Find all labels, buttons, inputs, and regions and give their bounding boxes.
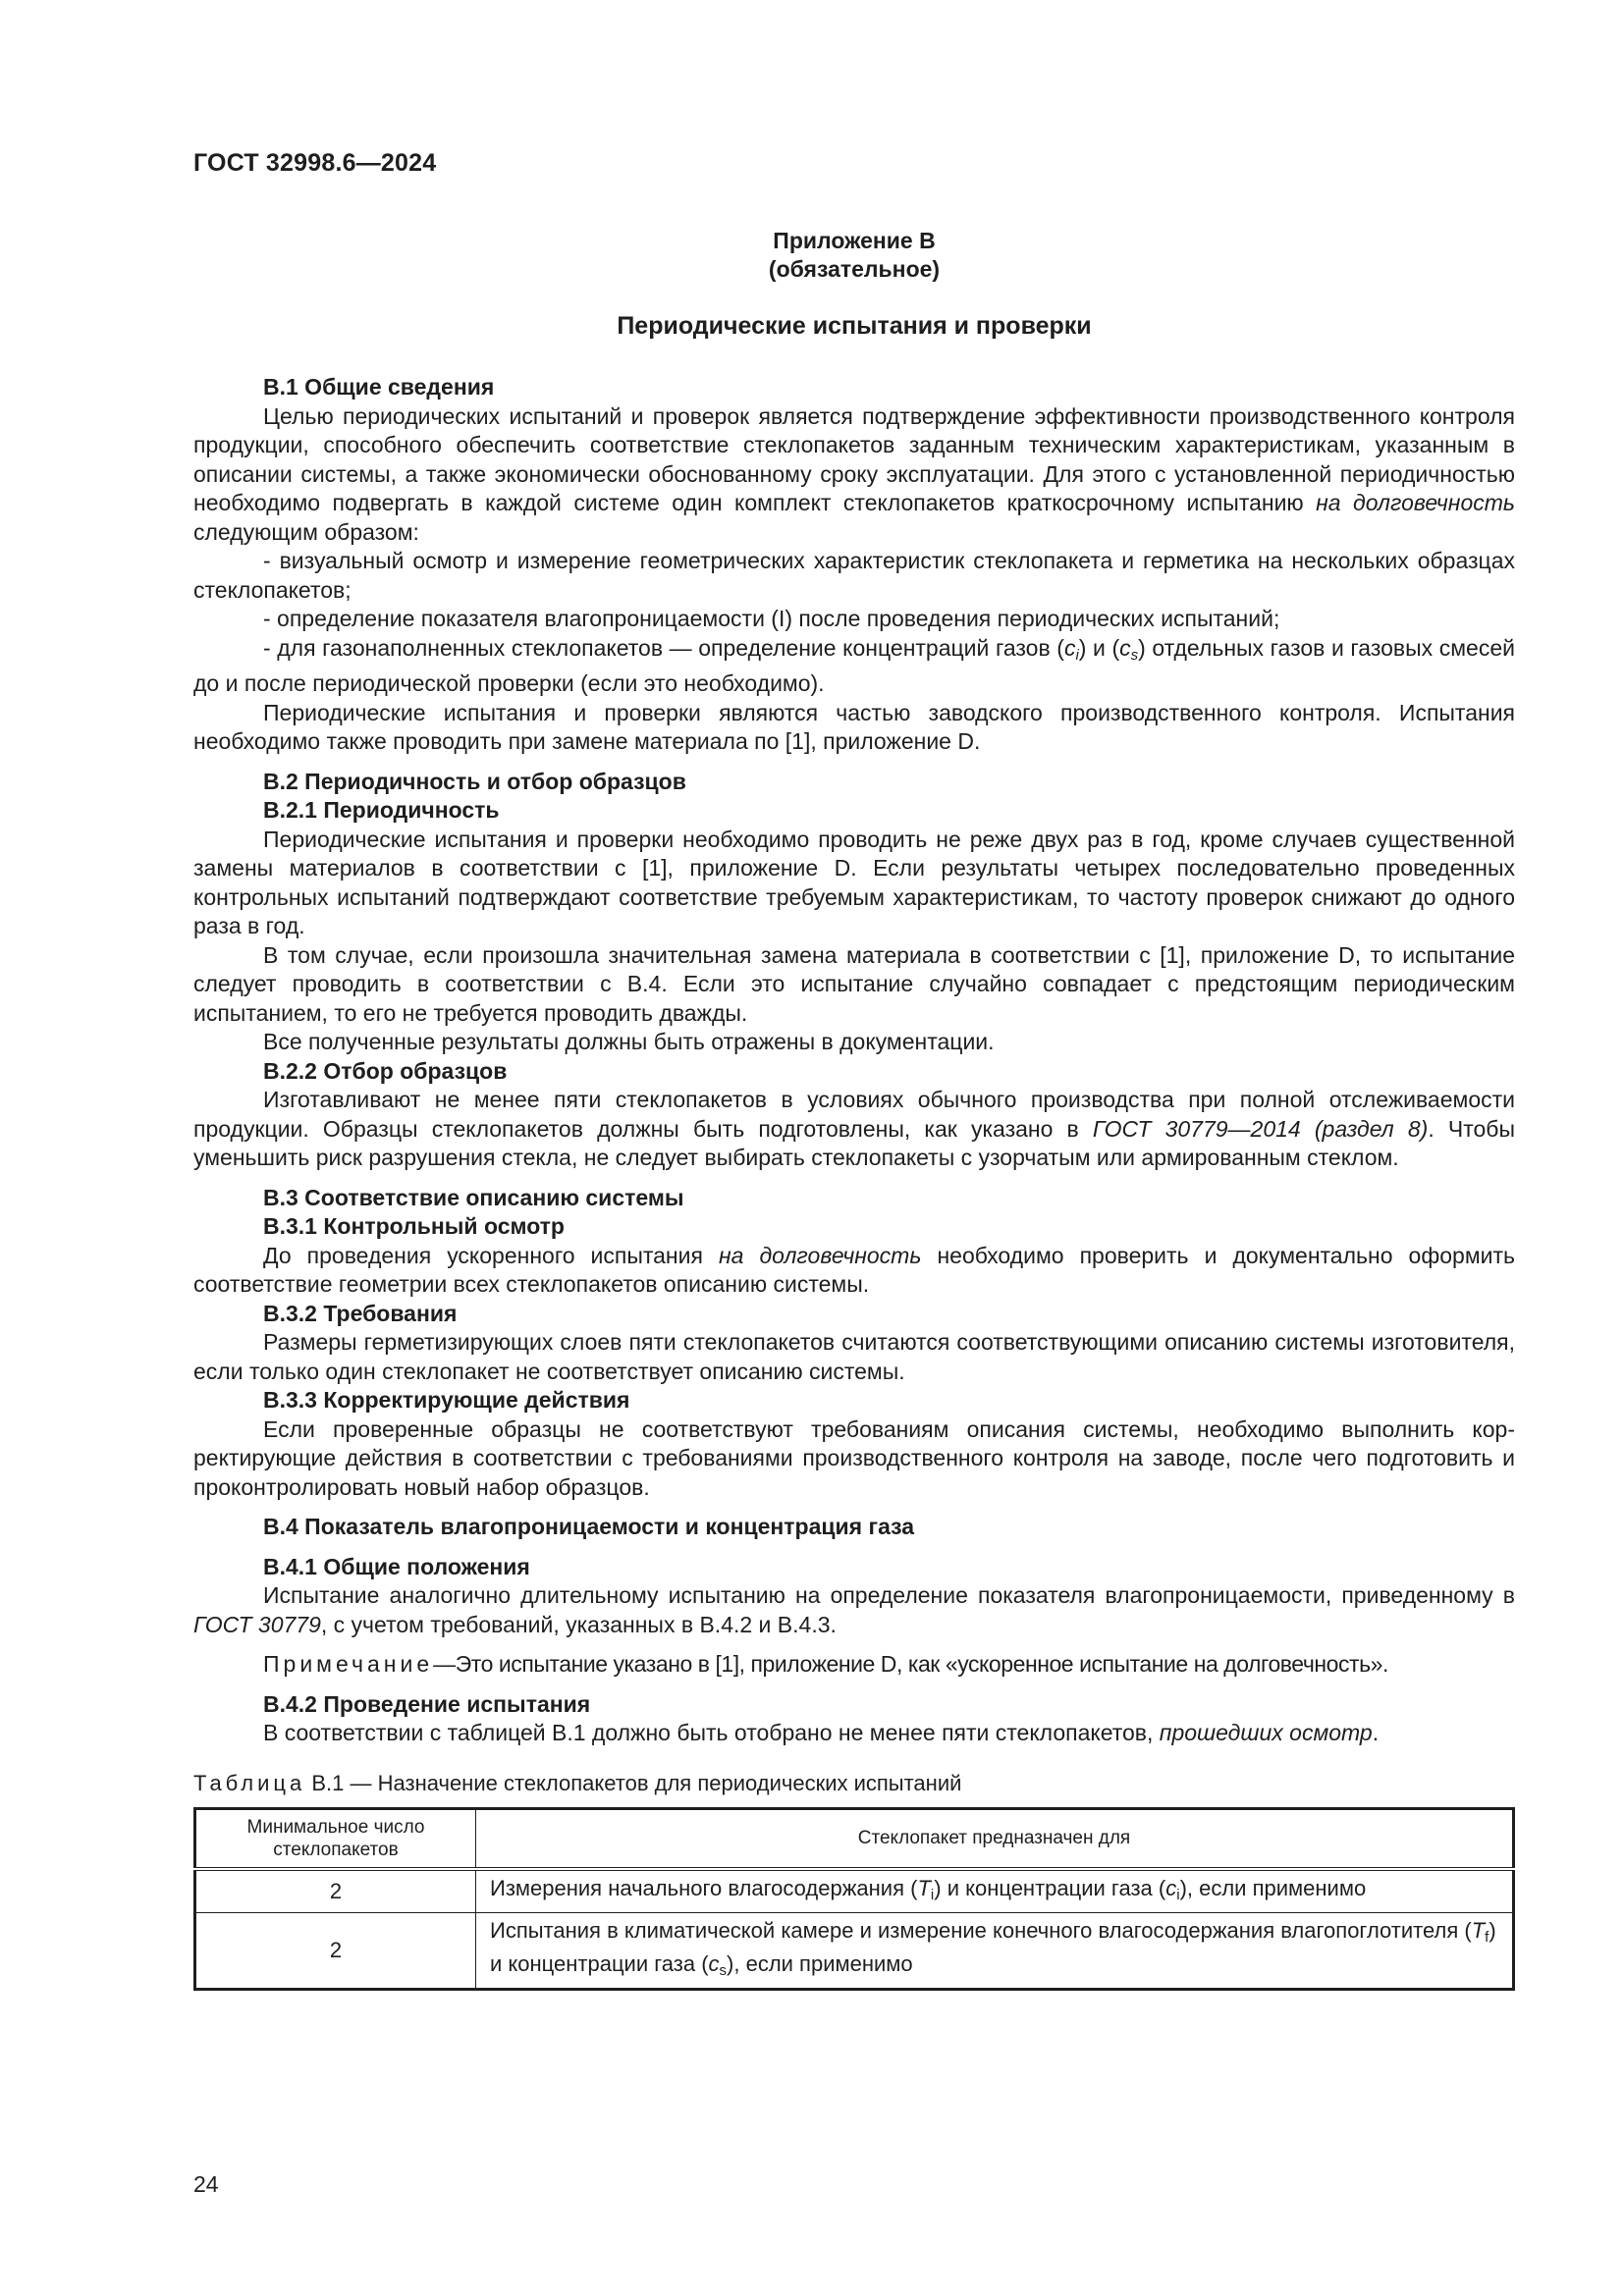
text-run: ) и концентрации газа ( <box>490 1917 1496 1976</box>
table-cell-purpose <box>476 1869 1514 1913</box>
text-run: Испытание аналогично длительному испытанию на определение показателя влагопроницаемости, приведенному в <box>263 1582 1515 1608</box>
body-text <box>193 373 1515 1991</box>
italic-run: на долговечность <box>1316 490 1515 515</box>
subscript: i <box>1176 1886 1180 1903</box>
symbol-c: c <box>708 1950 720 1976</box>
section-b21-paragraph-1: Периодические испытания и проверки необходимо проводить не реже двух раз в год, кроме случаев существенной замены материалов в соответствии с [1], приложение D. Если результаты четырех последовательно проведенных контрольных испытаний подтверждают соответствие требуемым характеристикам, то частоту проверок снижают до одного раза в год. <box>193 826 1515 938</box>
table-row <box>195 1869 1514 1913</box>
section-b1-list-item-1: - визуальный осмотр и измерение геометрических характеристик стеклопакета и герметика на нескольких образцах стеклопакетов; <box>193 548 1515 603</box>
section-b21-paragraph-2: В том случае, если произошла значительная замена материала в соответствии с [1], приложение D, то испытание следует проводить в соответствии с В.4. Если это испытание случайно совпадает с предстоящим периодическим испытанием, то его не требуется проводить дважды. <box>193 941 1515 1026</box>
section-b21-heading: В.2.1 Периодичность <box>263 797 500 823</box>
text-run: необходимо проверить и документально оформить соответствие геометрии всех стеклопакетов описанию системы. <box>193 1242 1515 1297</box>
table-cell-purpose <box>476 1912 1514 1989</box>
section-b1-list-item-2: - определение показателя влагопроницаемости (I) после проведения периодических испытаний; <box>263 606 1280 631</box>
italic-run: ГОСТ 30779—2014 (раздел 8) <box>1092 1115 1429 1142</box>
section-b2-heading: В.2 Периодичность и отбор образцов <box>263 768 686 794</box>
subscript: s <box>719 1961 728 1979</box>
text-run: ) и ( <box>1078 634 1120 661</box>
symbol-c: c <box>1119 634 1131 661</box>
table-b1 <box>193 1807 1515 1991</box>
italic-run: ГОСТ 30779 <box>193 1611 321 1637</box>
table-caption <box>193 1770 1515 1797</box>
section-b33-paragraph: Если проверенные образцы не соответствуют требованиям описания системы, необходимо выполнить корректирующие действия в соответствии с требованиями производственного контроля на заводе, после чего подготовить и проконтролировать новый набор образцов. <box>193 1415 1515 1500</box>
section-b1-paragraph-2: Периодические испытания и проверки являются частью заводского производственного контроля. Испытания необходимо также проводить при замене материала по [1], приложение D. <box>193 699 1515 754</box>
text-run: . <box>1372 1720 1380 1745</box>
appendix-title: Приложение В <box>773 228 936 253</box>
italic-run: прошедших осмотр <box>1159 1720 1373 1745</box>
text-run: До проведения ускоренного испытания <box>263 1242 719 1268</box>
note-text: —Это испытание указано в [1], приложение D, как «ускоренное испытание на долговечность». <box>433 1651 1388 1677</box>
table-cell-count: 2 <box>195 1912 476 1989</box>
symbol-t: T <box>1471 1917 1486 1943</box>
section-b42-heading: В.4.2 Проведение испытания <box>263 1690 591 1717</box>
subscript: i <box>930 1886 935 1903</box>
section-b21-paragraph-3: Все полученные результаты должны быть отражены в документации. <box>263 1029 995 1054</box>
table-caption-text: В.1 — Назначение стеклопакетов для периодических испытаний <box>305 1770 962 1795</box>
italic-run: на долговечность <box>718 1242 922 1268</box>
symbol-c: c <box>1165 1875 1177 1900</box>
symbol-c: c <box>1063 634 1076 661</box>
appendix-status: (обязательное) <box>768 256 941 282</box>
text-run: Испытания в климатической камере и измерение конечного влагосодержания влагопоглотителя ( <box>490 1917 1472 1943</box>
section-b42-paragraph <box>193 1719 1515 1748</box>
text-run: Изготавливают не менее пяти стеклопакетов в условиях обычного производства при полной отслеживаемости продукции. Образцы стеклопакетов должны быть подготовлены, как указано в <box>193 1087 1515 1142</box>
text-run: Измерения начального влагосодержания ( <box>490 1875 918 1900</box>
section-b22-heading: В.2.2 Отбор образцов <box>263 1057 508 1084</box>
subscript: f <box>1485 1928 1489 1946</box>
subscript: i <box>1075 646 1079 664</box>
text-run: , с учетом требований, указанных в В.4.2 и В.4.3. <box>320 1611 837 1637</box>
section-b31-paragraph <box>193 1242 1515 1300</box>
table-header-row <box>195 1808 1514 1869</box>
section-b1-paragraph-1 <box>193 402 1515 548</box>
table-row <box>195 1912 1514 1989</box>
text-run: следующим образом: <box>193 518 419 545</box>
text-run: ) отдельных газов и газовых смесей до и после периодической проверки (если это необходимо). <box>193 634 1515 696</box>
text-run: - для газонаполненных стеклопакетов — определение концентраций газов ( <box>263 634 1064 661</box>
note <box>193 1650 1515 1680</box>
document-id: ГОСТ 32998.6—2024 <box>193 149 437 177</box>
section-b1-heading: В.1 Общие сведения <box>263 374 495 400</box>
section-b22-paragraph <box>193 1086 1515 1173</box>
section-b41-paragraph <box>193 1581 1515 1639</box>
text-run: Целью периодических испытаний и проверок является подтверждение эффективности производственного контроля продукции, способного обеспечить соответствие стеклопакетов заданным техническим характеристикам, указанным в описании системы, а также экономически обоснованному сроку эксплуатации. Для этого с установленной периодичностью необходимо подвергать в каждой системе один комплект стеклопакетов краткосрочному испытанию <box>193 402 1515 515</box>
section-b32-heading: В.3.2 Требования <box>263 1300 458 1326</box>
section-b4-heading: В.4 Показатель влагопроницаемости и концентрация газа <box>263 1514 915 1539</box>
note-label: Примечание <box>263 1651 434 1677</box>
appendix-heading <box>193 227 1515 284</box>
symbol-t: T <box>917 1875 931 1900</box>
main-title: Периодические испытания и проверки <box>617 312 1092 340</box>
table-caption-label: Таблица <box>193 1770 306 1795</box>
page-number: 24 <box>193 2171 219 2197</box>
table-header-count: Минимальное число стеклопакетов <box>195 1808 476 1869</box>
text-run: . Чтобы уменьшить риск разрушения стекла, не следует выбирать стеклопакеты с узорчатым или армированным стеклом. <box>193 1115 1515 1170</box>
text-run: ) и концентрации газа ( <box>934 1875 1166 1900</box>
table-cell-count: 2 <box>195 1869 476 1913</box>
section-b31-heading: В.3.1 Контрольный осмотр <box>263 1213 565 1239</box>
subscript: s <box>1130 646 1139 664</box>
text-run: В соответствии с таблицей В.1 должно быть отобрано не менее пяти стеклопакетов, <box>263 1720 1160 1745</box>
section-b3-heading: В.3 Соответствие описанию системы <box>263 1184 684 1210</box>
text-run: ), если применимо <box>1179 1875 1367 1900</box>
table-header-purpose: Стеклопакет предназначен для <box>476 1808 1514 1869</box>
section-b33-heading: В.3.3 Корректирующие действия <box>263 1387 630 1413</box>
text-run: ), если применимо <box>727 1950 913 1976</box>
section-b32-paragraph: Размеры герметизирующих слоев пяти стеклопакетов считаются соответствующими описанию системы изготовителя, если только один стеклопакет не соответствует описанию системы. <box>193 1329 1515 1384</box>
section-b1-list-item-3 <box>193 634 1515 699</box>
section-b41-heading: В.4.1 Общие положения <box>263 1553 530 1579</box>
